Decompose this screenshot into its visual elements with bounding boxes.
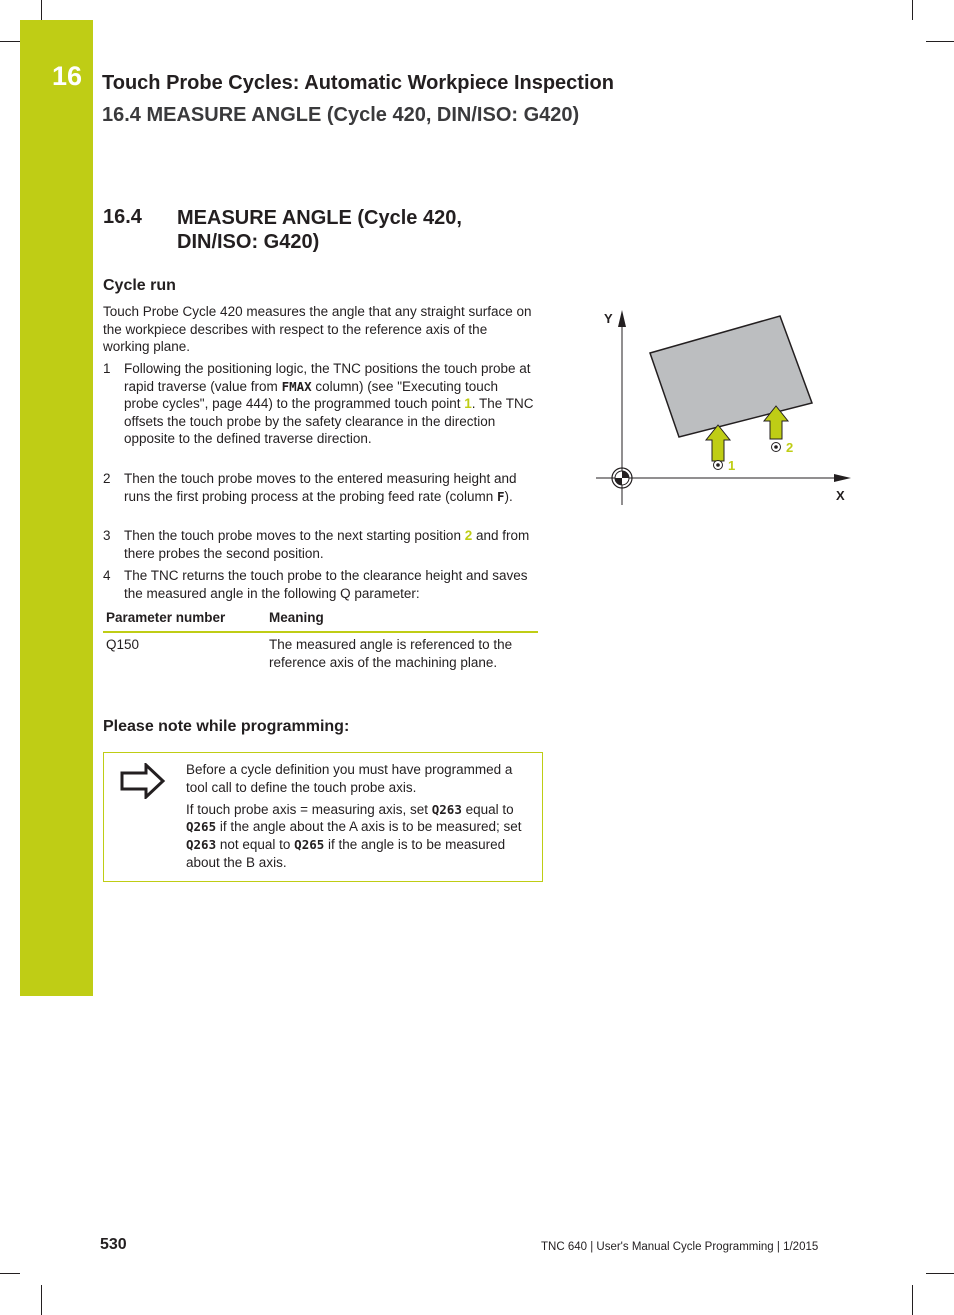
code-fmax: FMAX (281, 378, 312, 394)
page-number: 530 (100, 1236, 127, 1253)
footer-text: TNC 640 | User's Manual Cycle Programming | 1/2015 (541, 1241, 819, 1253)
x-axis-arrow (834, 474, 851, 482)
x-axis-label: X (836, 488, 845, 503)
step-text: Then the touch probe moves to the next starting position 2 and from there probes the second position. (124, 528, 530, 561)
note-box (103, 752, 543, 882)
arrow-right-icon (120, 763, 166, 799)
chapter-number: 16 (52, 61, 83, 91)
crop-mark (41, 1285, 42, 1315)
running-section-title: 16.4 MEASURE ANGLE (Cycle 420, DIN/ISO: G420) (102, 104, 580, 126)
step-text: Following the positioning logic, the TNC positions the touch probe at rapid traverse (value from FMAX column) (see "Executing touch probe cycles", page 444) to the programmed touch point 1. The TNC offsets the touch probe by the safety clearance in the direction opposite to the defined traverse direction. (124, 361, 534, 447)
section-title: MEASURE ANGLE (Cycle 420, DIN/ISO: G420) (177, 207, 462, 253)
note-paragraph-1: Before a cycle definition you must have programmed a tool call to define the touch probe axis. (186, 762, 513, 795)
step-number: 3 (103, 528, 111, 543)
touch-point-1-label: 1 (728, 458, 736, 473)
note-text (186, 761, 536, 876)
note-heading: Please note while programming: (103, 718, 350, 735)
intro-paragraph: Touch Probe Cycle 420 measures the angle that any straight surface on the workpiece describes with respect to the reference axis of the working plane. (103, 304, 532, 355)
crop-mark (912, 0, 913, 20)
crop-mark (41, 0, 42, 20)
chapter-title: Touch Probe Cycles: Automatic Workpiece Inspection (102, 72, 614, 94)
crop-mark (926, 1273, 954, 1274)
point-label: 2 (464, 528, 473, 543)
table-cell-param: Q150 (106, 637, 140, 652)
table-header-parameter: Parameter number (106, 610, 226, 625)
step-text: Then the touch probe moves to the entered measuring height and runs the first probing process at the probing feed rate (column F). (124, 471, 517, 504)
crop-mark (912, 1285, 913, 1315)
touch-point-2-label: 2 (786, 440, 794, 455)
point-label: 1 (464, 396, 472, 412)
origin-icon (612, 468, 632, 488)
table-header-rule (103, 631, 538, 633)
crop-mark (0, 41, 20, 42)
y-axis-label: Y (604, 311, 613, 326)
crop-mark (0, 1273, 20, 1274)
step-number: 1 (103, 361, 111, 376)
step-number: 4 (103, 568, 111, 583)
cycle-run-heading: Cycle run (103, 277, 176, 294)
step-text: The TNC returns the touch probe to the clearance height and saves the measured angle in the following Q parameter: (124, 568, 528, 601)
crop-mark (926, 41, 954, 42)
chapter-sidebar (20, 20, 93, 996)
workpiece (650, 316, 812, 437)
table-header-meaning: Meaning (269, 610, 324, 625)
code-f: F (496, 488, 505, 504)
probe-arrow-1 (706, 425, 730, 461)
cycle-diagram (590, 305, 860, 510)
section-number: 16.4 (103, 206, 142, 228)
y-axis-arrow (618, 310, 626, 327)
note-paragraph-2: If touch probe axis = measuring axis, set Q263 equal to Q265 if the angle about the A axis is to be measured; set Q263 not equal to Q265 if the angle is to be measured about the B axis. (186, 801, 522, 870)
table-cell-meaning: The measured angle is referenced to the reference axis of the machining plane. (269, 637, 513, 670)
step-number: 2 (103, 471, 111, 486)
